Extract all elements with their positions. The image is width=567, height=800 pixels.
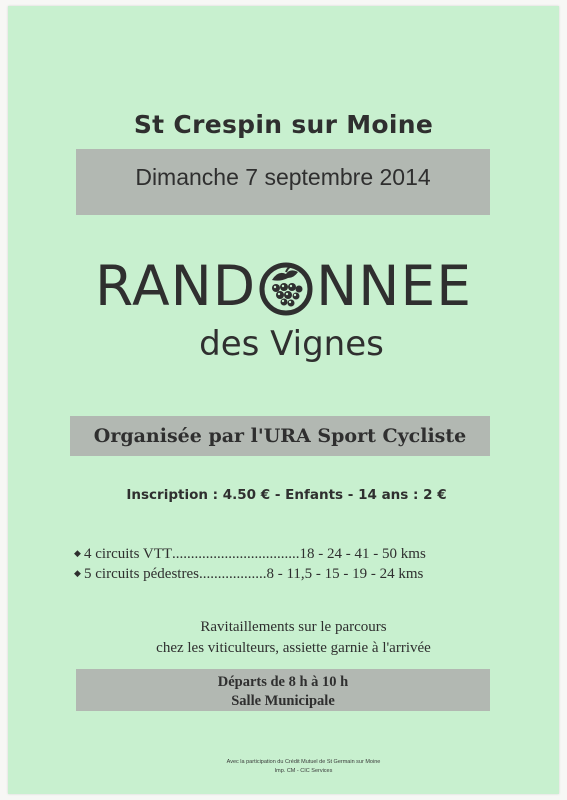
town-heading: St Crespin sur Moine (133, 110, 434, 139)
event-date: Dimanche 7 septembre 2014 (135, 164, 431, 190)
info-line-1: Ravitaillements sur le parcours (200, 619, 387, 635)
info-line-2: chez les viticulteurs, assiette garnie à l'arrivée (156, 640, 431, 656)
event-subtitle: des Vignes (199, 324, 384, 364)
title-part-1: RAND (95, 254, 257, 318)
grape-icon (258, 260, 314, 316)
circuits-list (74, 545, 504, 585)
departures-banner (76, 669, 490, 711)
bullet-icon: ◆ (74, 568, 81, 578)
title-part-2: NNEE (316, 254, 472, 318)
event-title (8, 251, 559, 321)
circuit-distances: 18 - 24 - 41 - 50 kms (299, 546, 426, 562)
bullet-icon: ◆ (74, 548, 81, 558)
list-item (74, 565, 504, 585)
organizer-text: Organisée par l'URA Sport Cycliste (93, 425, 467, 447)
circuit-leader-dots: .................. (198, 566, 267, 582)
flyer-sheet (8, 6, 559, 794)
circuit-label: 5 circuits pédestres (84, 566, 199, 582)
circuit-distances: 8 - 11,5 - 15 - 19 - 24 kms (266, 566, 424, 582)
registration-fees: Inscription : 4.50 € - Enfants - 14 ans : 2 € (126, 487, 447, 503)
printer-line: Imp. CM - CIC Services (274, 768, 333, 774)
organizer-banner (70, 416, 490, 456)
circuit-label: 4 circuits VTT (84, 546, 173, 562)
list-item (74, 545, 504, 565)
sponsor-footer (8, 758, 559, 776)
date-banner (76, 149, 490, 215)
circuit-leader-dots: .................................. (172, 546, 300, 562)
sponsor-line: Avec la participation du Crédit Mutuel de St Germain sur Moine (226, 759, 381, 765)
departure-times: Départs de 8 h à 10 h (217, 674, 349, 690)
departure-location: Salle Municipale (231, 693, 335, 709)
refreshments-info (8, 617, 559, 659)
